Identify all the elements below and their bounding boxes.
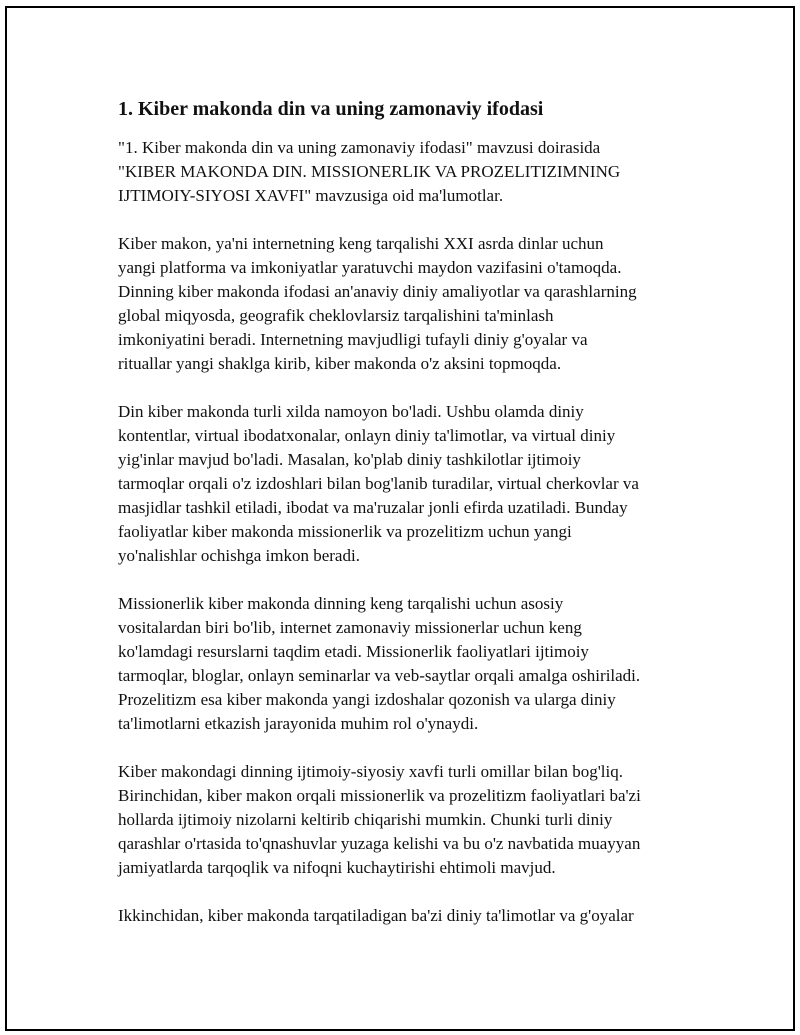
paragraph-missionary xyxy=(118,592,698,736)
text-line: ta'limotlarni etkazish jarayonida muhim rol o'ynaydi. xyxy=(118,714,479,733)
text-line: masjidlar tashkil etiladi, ibodat va ma'ruzalar jonli efirda uzatiladi. Bunday xyxy=(118,498,628,517)
text-line: yig'inlar mavjud bo'ladi. Masalan, ko'plab diniy tashkilotlar ijtimoiy xyxy=(118,450,581,469)
text-line: Din kiber makonda turli xilda namoyon bo'ladi. Ushbu olamda diniy xyxy=(118,402,584,421)
section-heading: 1. Kiber makonda din va uning zamonaviy ifodasi xyxy=(118,98,544,120)
document-page xyxy=(5,6,795,1031)
text-line: "1. Kiber makonda din va uning zamonaviy ifodasi" mavzusi doirasida xyxy=(118,138,601,157)
text-line: global miqyosda, geografik cheklovlarsiz tarqalishini ta'minlash xyxy=(118,306,554,325)
text-line: yo'nalishlar ochishga imkon beradi. xyxy=(118,546,360,565)
text-line: tarmoqlar, bloglar, onlayn seminarlar va veb-saytlar orqali amalga oshiriladi. xyxy=(118,666,641,685)
paragraph-risk-second xyxy=(118,904,698,928)
text-line: jamiyatlarda tarqoqlik va nifoqni kuchaytirishi ehtimoli mavjud. xyxy=(118,858,556,877)
paragraph-cyberspace xyxy=(118,232,698,376)
text-line: imkoniyatini beradi. Internetning mavjudligi tufayli diniy g'oyalar va xyxy=(118,330,588,349)
paragraph-manifestation xyxy=(118,400,698,568)
text-line: "KIBER MAKONDA DIN. MISSIONERLIK VA PROZELITIZIMNING xyxy=(118,162,621,181)
paragraph-intro xyxy=(118,136,698,208)
text-line: qarashlar o'rtasida to'qnashuvlar yuzaga kelishi va bu o'z navbatida muayyan xyxy=(118,834,641,853)
text-line: Prozelitizm esa kiber makonda yangi izdoshalar qozonish va ularga diniy xyxy=(118,690,616,709)
text-line: IJTIMOIY-SIYOSI XAVFI" mavzusiga oid ma'lumotlar. xyxy=(118,186,504,205)
text-line: Dinning kiber makonda ifodasi an'anaviy diniy amaliyotlar va qarashlarning xyxy=(118,282,637,301)
text-line: ko'lamdagi resurslarni taqdim etadi. Missionerlik faoliyatlari ijtimoiy xyxy=(118,642,589,661)
text-line: Birinchidan, kiber makon orqali missionerlik va prozelitizm faoliyatlari ba'zi xyxy=(118,786,641,805)
paragraph-risk-first xyxy=(118,760,698,880)
text-line: Ikkinchidan, kiber makonda tarqatiladigan ba'zi diniy ta'limotlar va g'oyalar xyxy=(118,906,634,925)
text-line: Kiber makondagi dinning ijtimoiy-siyosiy xavfi turli omillar bilan bog'liq. xyxy=(118,762,623,781)
text-line: hollarda ijtimoiy nizolarni keltirib chiqarishi mumkin. Chunki turli diniy xyxy=(118,810,613,829)
text-line: Kiber makon, ya'ni internetning keng tarqalishi XXI asrda dinlar uchun xyxy=(118,234,604,253)
text-line: kontentlar, virtual ibodatxonalar, onlayn diniy ta'limotlar, va virtual diniy xyxy=(118,426,616,445)
text-line: rituallar yangi shaklga kirib, kiber makonda o'z aksini topmoqda. xyxy=(118,354,562,373)
document-content xyxy=(118,96,698,952)
text-line: tarmoqlar orqali o'z izdoshlari bilan bog'lanib turadilar, virtual cherkovlar va xyxy=(118,474,639,493)
text-line: Missionerlik kiber makonda dinning keng tarqalishi uchun asosiy xyxy=(118,594,564,613)
text-line: faoliyatlar kiber makonda missionerlik va prozelitizm uchun yangi xyxy=(118,522,572,541)
text-line: vositalardan biri bo'lib, internet zamonaviy missionerlar uchun keng xyxy=(118,618,582,637)
text-line: yangi platforma va imkoniyatlar yaratuvchi maydon vazifasini o'tamoqda. xyxy=(118,258,622,277)
